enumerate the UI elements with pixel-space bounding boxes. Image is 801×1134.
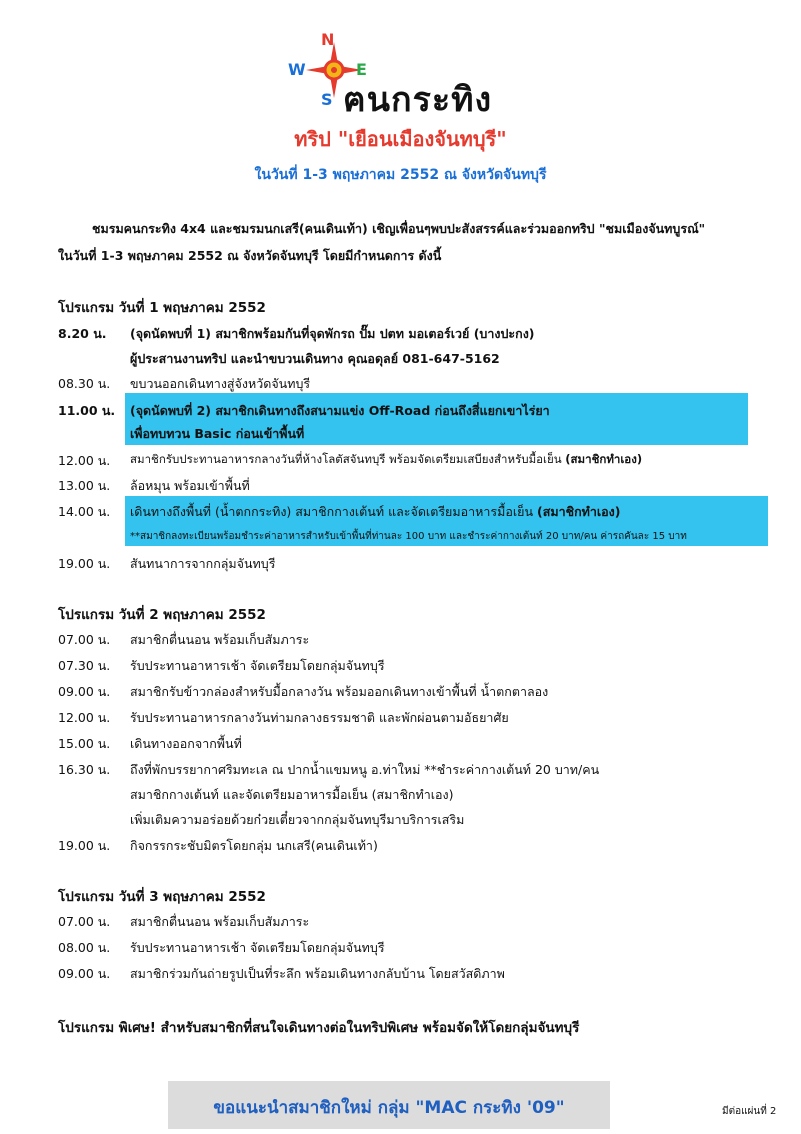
item-text: สมาชิกกางเต้นท์ และจัดเตรียมอาหารมื้อเย็น (สมาชิกทำเอง) [130, 787, 454, 802]
item-text: สมาชิกตื่นนอน พร้อมเก็บสัมภาระ [130, 914, 310, 929]
item-note: (สมาชิกทำเอง) [565, 452, 643, 466]
day1-item [58, 369, 768, 394]
item-time: 15.00 น. [58, 736, 111, 751]
item-text: เพื่อทบทวน Basic ก่อนเข้าพื้นที่ [130, 426, 305, 441]
footer-banner [168, 1081, 610, 1129]
item-text: สมาชิกร่วมกันถ่ายรูปเป็นที่ระลึก พร้อมเดินทางกลับบ้าน โดยสวัสดิภาพ [130, 966, 505, 981]
item-text: (จุดนัดพบที่ 1) สมาชิกพร้อมกันที่จุดพักรถ ปั๊ม ปตท มอเตอร์เวย์ (บางปะกง) [130, 326, 535, 341]
item-time: 16.30 น. [58, 762, 111, 777]
day1-item [58, 419, 768, 444]
day1-item [58, 471, 768, 496]
item-text: สมาชิกตื่นนอน พร้อมเก็บสัมภาระ [130, 632, 310, 647]
item-time: 12.00 น. [58, 710, 111, 725]
day2-item [58, 651, 768, 676]
day1-item [58, 549, 768, 574]
item-time: 8.20 น. [58, 326, 107, 341]
compass-e-letter: E [356, 60, 367, 79]
day1-item [58, 446, 768, 471]
intro-line-2: ในวันที่ 1-3 พฤษภาคม 2552 ณ จังหวัดจันทบุรี โดยมีกำหนดการ ดังนี้ [58, 248, 442, 263]
item-time: 08.00 น. [58, 940, 111, 955]
special-program: โปรแกรม พิเศษ! สำหรับสมาชิกที่สนใจเดินทางต่อในทริปพิเศษ พร้อมจัดให้โดยกลุ่มจันทบุรี [58, 1020, 580, 1036]
compass-n-letter: N [321, 30, 335, 49]
compass-w-letter: W [288, 60, 306, 79]
item-text: **สมาชิกลงทะเบียนพร้อมชำระค่าอาหารสำหรับเข้าพื้นที่ท่านละ 100 บาท และชำระค่ากางเต้นท์ 20 บาท/คน ค่ารถคันละ 15 บาท [130, 531, 687, 542]
compass-s-letter: S [321, 90, 333, 109]
day2-item [58, 780, 768, 805]
intro-line-1: ชมรมคนกระทิง 4x4 และชมรมนกเสรี(คนเดินเท้า) เชิญเพื่อนๆพบปะสังสรรค์และร่วมออกทริป "ชมเมืองจันทบูรณ์" [92, 221, 706, 236]
item-text: ถึงที่พักบรรยากาศริมทะเล ณ ปากน้ำแขมหนู อ.ท่าใหม่ **ชำระค่ากางเต้นท์ 20 บาท/คน [130, 762, 600, 777]
day2-item [58, 625, 768, 650]
item-time: 13.00 น. [58, 478, 111, 493]
item-time: 09.00 น. [58, 966, 111, 981]
day2-item [58, 805, 768, 830]
item-text [130, 502, 621, 522]
day2-item [58, 755, 768, 780]
item-text: เพิ่มเติมความอร่อยด้วยก๋วยเตี๋ยวจากกลุ่มจันทบุรีมาบริการเสริม [130, 812, 465, 827]
item-text: กิจกรรกระชับมิตรโดยกลุ่ม นกเสรี(คนเดินเท้า) [130, 838, 378, 853]
item-time: 19.00 น. [58, 556, 111, 571]
brand-name: ฅนกระทิง [343, 80, 493, 120]
page-continuation-note: มีต่อแผ่นที่ 2 [722, 1106, 777, 1117]
item-time: 07.30 น. [58, 658, 111, 673]
day2-item [58, 703, 768, 728]
item-text: สมาชิกรับข้าวกล่องสำหรับมื้อกลางวัน พร้อมออกเดินทางเข้าพื้นที่ น้ำตกตาลอง [130, 684, 549, 699]
day1-item [58, 497, 768, 522]
day2-item [58, 677, 768, 702]
item-text: รับประทานอาหารเช้า จัดเตรียมโดยกลุ่มจันทบุรี [130, 658, 385, 673]
day1-item [58, 319, 768, 344]
item-text: ผู้ประสานงานทริป และนำขบวนเดินทาง คุณอดุลย์ 081-647-5162 [130, 351, 500, 366]
day2-item [58, 729, 768, 754]
day2-item [58, 831, 768, 856]
item-text-main: สมาชิกรับประทานอาหารกลางวันที่ห้างโลตัสจันทบุรี พร้อมจัดเตรียมเสบียงสำหรับมื้อเย็น [130, 452, 562, 466]
item-time: 19.00 น. [58, 838, 111, 853]
item-text: (จุดนัดพบที่ 2) สมาชิกเดินทางถึงสนามแข่ง Off-Road ก่อนถึงสี่แยกเขาไร่ยา [130, 403, 550, 418]
logo [288, 30, 493, 120]
item-time: 11.00 น. [58, 403, 116, 418]
item-time: 09.00 น. [58, 684, 111, 699]
item-time: 14.00 น. [58, 504, 111, 519]
item-time: 07.00 น. [58, 632, 111, 647]
item-text: เดินทางออกจากพื้นที่ [130, 736, 242, 751]
trip-date: ในวันที่ 1-3 พฤษภาคม 2552 ณ จังหวัดจันทบุรี [254, 167, 547, 183]
item-text: ขบวนออกเดินทางสู่จังหวัดจันทบุรี [130, 376, 311, 391]
item-text-main: เดินทางถึงพื้นที่ (น้ำตกกระทิง) สมาชิกกางเต้นท์ และจัดเตรียมอาหารมื้อเย็น [130, 504, 533, 519]
day3-item [58, 907, 768, 932]
item-time: 08.30 น. [58, 376, 111, 391]
footer-text: ขอแนะนำสมาชิกใหม่ กลุ่ม "MAC กระทิง '09" [213, 1098, 565, 1118]
item-note: (สมาชิกทำเอง) [536, 504, 621, 519]
item-time: 07.00 น. [58, 914, 111, 929]
item-text: สันทนาการจากกลุ่มจันทบุรี [130, 556, 276, 571]
day3-item [58, 959, 768, 984]
day2-heading: โปรแกรม วันที่ 2 พฤษภาคม 2552 [58, 607, 266, 623]
item-text [130, 451, 642, 469]
day3-item [58, 933, 768, 958]
day1-item [58, 344, 768, 369]
item-text: รับประทานอาหารกลางวันท่ามกลางธรรมชาติ และพักผ่อนตามอัธยาศัย [130, 710, 509, 725]
item-text: รับประทานอาหารเช้า จัดเตรียมโดยกลุ่มจันทบุรี [130, 940, 385, 955]
day1-item [58, 523, 768, 548]
item-time: 12.00 น. [58, 453, 111, 468]
trip-title: ทริป "เยือนเมืองจันทบุรี" [294, 127, 507, 151]
item-text: ล้อหมุน พร้อมเข้าพื้นที่ [130, 478, 250, 493]
day1-heading: โปรแกรม วันที่ 1 พฤษภาคม 2552 [58, 300, 266, 316]
day3-heading: โปรแกรม วันที่ 3 พฤษภาคม 2552 [58, 889, 266, 905]
day1-item [58, 396, 768, 421]
